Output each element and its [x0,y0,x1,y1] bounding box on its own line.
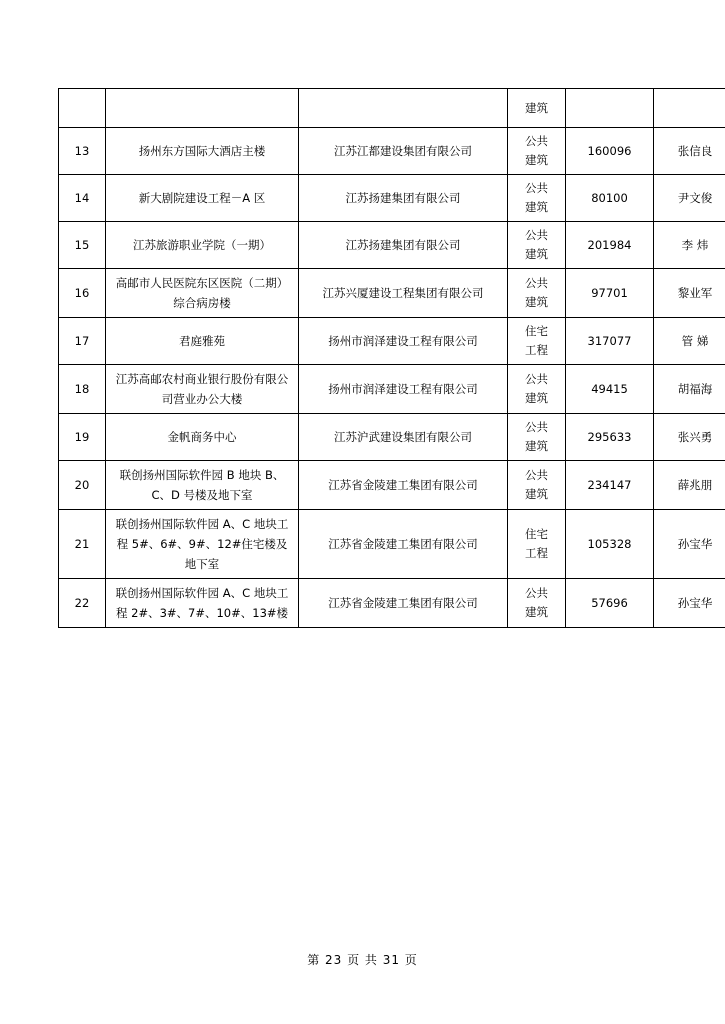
cell-index: 15 [59,222,106,269]
table-row [59,414,725,461]
cell-type-line: 住宅 [525,527,548,541]
cell-unit: 江苏扬建集团有限公司 [299,175,508,222]
cell-index: 20 [59,461,106,510]
cell-type [508,510,566,579]
cell-type-line: 公共 [525,468,548,482]
cell-person: 张信良 [654,128,725,175]
cell-unit: 江苏江都建设集团有限公司 [299,128,508,175]
cell-area: 97701 [566,269,654,318]
cell-type-line: 工程 [525,343,548,357]
page-footer: 第 23 页 共 31 页 [307,953,418,967]
table-row [59,461,725,510]
cell-type-line: 住宅 [525,324,548,338]
cell-type-line: 公共 [525,228,548,242]
cell-project: 新大剧院建设工程－A 区 [106,175,299,222]
cell-project: 君庭雅苑 [106,318,299,365]
cell-type [508,128,566,175]
cell-person: 孙宝华 [654,510,725,579]
cell-type-line: 建筑 [525,391,548,405]
cell-person: 管 娣 [654,318,725,365]
cell-type-line: 建筑 [525,605,548,619]
cell-unit: 江苏兴厦建设工程集团有限公司 [299,269,508,318]
cell-type-line: 建筑 [525,100,548,115]
cell-area: 234147 [566,461,654,510]
cell-person: 薛兆朋 [654,461,725,510]
cell-area: 160096 [566,128,654,175]
cell-unit: 扬州市润泽建设工程有限公司 [299,318,508,365]
cell-unit: 江苏省金陵建工集团有限公司 [299,510,508,579]
cell-area [566,89,654,128]
cell-index: 17 [59,318,106,365]
table-row [59,318,725,365]
table-row [59,89,725,128]
cell-unit: 江苏省金陵建工集团有限公司 [299,579,508,628]
cell-unit: 江苏省金陵建工集团有限公司 [299,461,508,510]
cell-type [508,222,566,269]
cell-index: 14 [59,175,106,222]
cell-area: 80100 [566,175,654,222]
cell-person: 尹文俊 [654,175,725,222]
cell-index: 18 [59,365,106,414]
cell-project [106,89,299,128]
cell-type [508,269,566,318]
cell-area: 105328 [566,510,654,579]
table-row [59,222,725,269]
cell-person: 李 炜 [654,222,725,269]
table-row [59,269,725,318]
cell-project: 联创扬州国际软件园 A、C 地块工程 5#、6#、9#、12#住宅楼及地下室 [106,510,299,579]
cell-type-line: 公共 [525,276,548,290]
cell-project: 联创扬州国际软件园 A、C 地块工程 2#、3#、7#、10#、13#楼 [106,579,299,628]
cell-unit: 江苏沪武建设集团有限公司 [299,414,508,461]
table-row [59,365,725,414]
cell-type-line: 建筑 [525,487,548,501]
cell-type-line: 公共 [525,586,548,600]
cell-type [508,89,566,128]
table-row [59,579,725,628]
cell-project: 江苏高邮农村商业银行股份有限公司营业办公大楼 [106,365,299,414]
cell-project: 江苏旅游职业学院（一期） [106,222,299,269]
cell-index: 13 [59,128,106,175]
cell-type-line: 建筑 [525,439,548,453]
cell-project: 高邮市人民医院东区医院（二期）综合病房楼 [106,269,299,318]
cell-unit: 扬州市润泽建设工程有限公司 [299,365,508,414]
cell-type-line: 公共 [525,134,548,148]
cell-index: 16 [59,269,106,318]
table-row [59,510,725,579]
cell-area: 49415 [566,365,654,414]
cell-type-line: 建筑 [525,153,548,167]
table-row [59,175,725,222]
projects-table [58,88,725,628]
cell-type [508,318,566,365]
cell-person: 孙宝华 [654,579,725,628]
cell-person [654,89,725,128]
cell-type-line: 建筑 [525,247,548,261]
cell-type-line: 建筑 [525,200,548,214]
cell-area: 57696 [566,579,654,628]
cell-person: 黎业军 [654,269,725,318]
cell-index [59,89,106,128]
cell-type-line: 公共 [525,420,548,434]
cell-project: 扬州东方国际大酒店主楼 [106,128,299,175]
cell-area: 201984 [566,222,654,269]
cell-index: 19 [59,414,106,461]
cell-type-line: 工程 [525,546,548,560]
cell-area: 317077 [566,318,654,365]
cell-type [508,365,566,414]
cell-project: 联创扬州国际软件园 B 地块 B、C、D 号楼及地下室 [106,461,299,510]
table-row [59,128,725,175]
cell-type-line: 公共 [525,181,548,195]
cell-type-line: 建筑 [525,295,548,309]
cell-unit: 江苏扬建集团有限公司 [299,222,508,269]
cell-type-line: 公共 [525,372,548,386]
cell-type [508,579,566,628]
cell-index: 22 [59,579,106,628]
cell-unit [299,89,508,128]
cell-type [508,175,566,222]
cell-person: 胡福海 [654,365,725,414]
cell-type [508,414,566,461]
cell-project: 金帆商务中心 [106,414,299,461]
cell-type [508,461,566,510]
table-body [59,89,725,628]
cell-person: 张兴勇 [654,414,725,461]
cell-index: 21 [59,510,106,579]
cell-area: 295633 [566,414,654,461]
